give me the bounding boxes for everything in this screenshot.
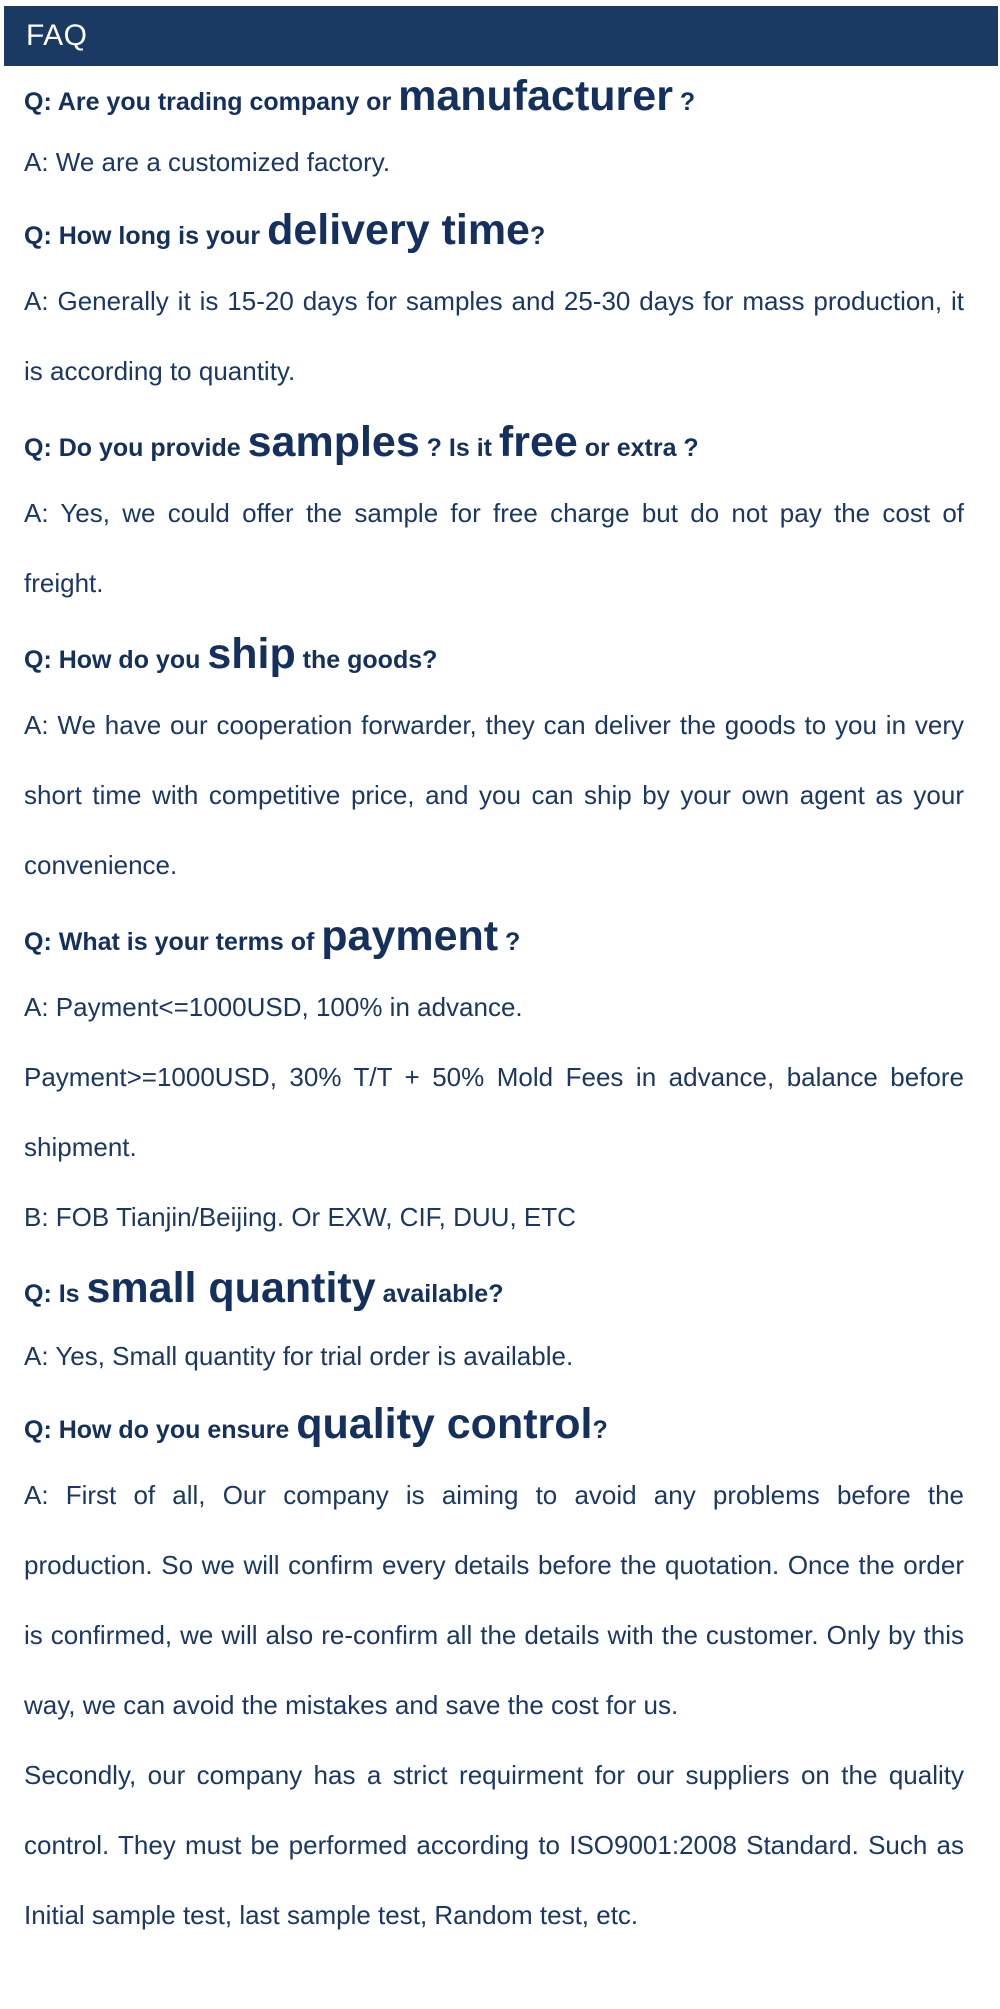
answer-payment-incoterms: B: FOB Tianjin/Beijing. Or EXW, CIF, DUU, ETC	[24, 1202, 576, 1232]
faq-list	[24, 62, 964, 1950]
question-shipping	[24, 618, 964, 690]
page-title: FAQ	[26, 19, 88, 52]
faq-item-shipping	[24, 618, 964, 900]
answer-payment-terms: Payment>=1000USD, 30% T/T + 50% Mold Fees in advance, balance before shipment.	[24, 1062, 964, 1162]
question-text: Q: How do you	[24, 646, 208, 674]
question-text: ?	[672, 88, 696, 116]
question-keyword: small quantity	[86, 1264, 376, 1312]
question-text: Q: Do you provide	[24, 434, 248, 462]
question-keyword: payment	[321, 912, 499, 960]
question-samples	[24, 406, 964, 478]
question-keyword: quality control	[296, 1400, 593, 1448]
question-text: or extra ?	[577, 434, 699, 462]
answer-manufacturer: A: We are a customized factory.	[24, 147, 391, 177]
question-keyword: free	[498, 418, 578, 466]
question-manufacturer	[24, 62, 964, 130]
faq-item-small-quantity	[24, 1252, 964, 1388]
question-quality-control	[24, 1388, 964, 1460]
question-text: Q: How long is your	[24, 222, 268, 250]
answer-small-quantity: A: Yes, Small quantity for trial order is available.	[24, 1341, 574, 1371]
question-text: Q: Are you trading company or	[24, 88, 399, 116]
question-keyword: delivery time	[267, 206, 530, 254]
question-text: ? Is it	[419, 434, 499, 462]
faq-item-payment	[24, 900, 964, 1252]
question-delivery-time	[24, 194, 964, 266]
question-small-quantity	[24, 1252, 964, 1324]
question-keyword: ship	[207, 630, 296, 678]
question-text: Q: What is your terms of	[24, 928, 322, 956]
question-text: ?	[529, 222, 546, 250]
question-text: the goods?	[295, 646, 438, 674]
question-text: Q: How do you ensure	[24, 1416, 297, 1444]
answer-payment-advance: A: Payment<=1000USD, 100% in advance.	[24, 992, 523, 1022]
answer-samples: A: Yes, we could offer the sample for free charge but do not pay the cost of freight.	[24, 498, 964, 598]
faq-item-delivery-time	[24, 194, 964, 406]
answer-quality-control-first: A: First of all, Our company is aiming to avoid any problems before the production. So we will confirm every details before the quotation. Once the order is confirmed, we will also re-confirm all the details with the customer. Only by this way, we can avoid the mistakes and save the cost for us.	[24, 1480, 964, 1720]
question-keyword: samples	[247, 418, 420, 466]
faq-item-manufacturer	[24, 62, 964, 194]
question-payment	[24, 900, 964, 972]
question-text: Q: Is	[24, 1280, 87, 1308]
faq-item-quality-control	[24, 1388, 964, 1950]
question-text: ?	[498, 928, 521, 956]
faq-item-samples	[24, 406, 964, 618]
answer-quality-control-second: Secondly, our company has a strict requirment for our suppliers on the quality control. They must be performed according to ISO9001:2008 Standard. Such as Initial sample test, last sample test, Random test, etc.	[24, 1760, 964, 1930]
question-keyword: manufacturer	[398, 72, 673, 120]
answer-delivery-time: A: Generally it is 15-20 days for samples and 25-30 days for mass production, it is according to quantity.	[24, 286, 964, 386]
question-text: available?	[375, 1280, 504, 1308]
answer-shipping: A: We have our cooperation forwarder, they can deliver the goods to you in very short time with competitive price, and you can ship by your own agent as your convenience.	[24, 710, 964, 880]
faq-header-bar	[4, 6, 998, 66]
question-text: ?	[592, 1416, 608, 1444]
